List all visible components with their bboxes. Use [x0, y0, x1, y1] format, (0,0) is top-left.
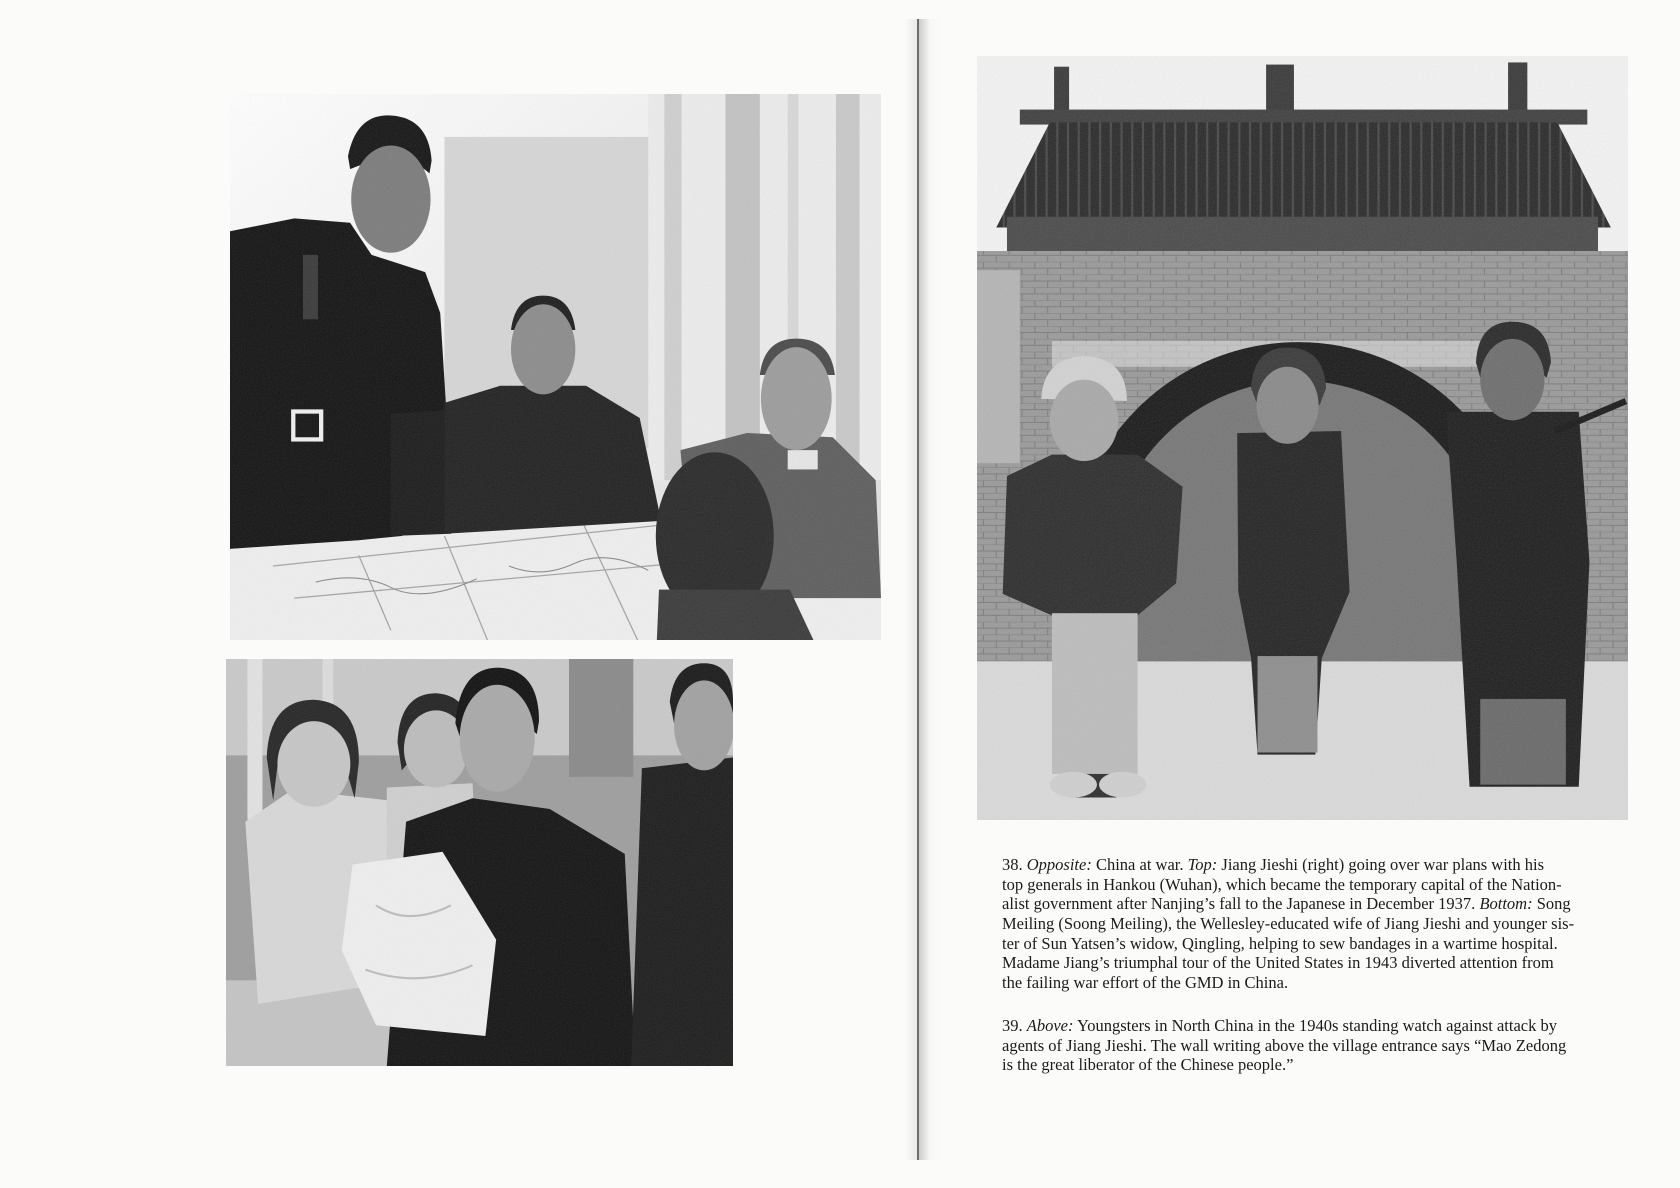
caption-line	[1002, 894, 1632, 914]
caption-text: alist government after Nanjing’s fall to the Japanese in December 1937.	[1002, 894, 1480, 914]
caption-text: is the great liberator of the Chinese people.”	[1002, 1055, 1294, 1075]
caption-text: ter of Sun Yatsen’s widow, Qingling, helping to sew bandages in a wartime hospital.	[1002, 933, 1558, 953]
caption-line	[1002, 934, 1632, 954]
caption-text: Youngsters in North China in the 1940s standing watch against attack by	[1073, 1016, 1557, 1035]
caption-text: 38.	[1002, 855, 1027, 874]
photo-grain	[230, 94, 881, 640]
photo-top-left	[230, 94, 881, 640]
caption-line	[1002, 1036, 1632, 1056]
caption-text: China at war.	[1091, 855, 1188, 874]
caption-text: Song	[1532, 894, 1571, 914]
photo-grain	[977, 56, 1628, 820]
photo-right	[977, 56, 1628, 820]
caption-text: top generals in Hankou (Wuhan), which became the temporary capital of the Nation-	[1002, 874, 1562, 894]
caption-italic-label: Opposite:	[1026, 855, 1092, 874]
caption-line	[1002, 914, 1632, 934]
caption-text: the failing war effort of the GMD in China.	[1002, 973, 1289, 993]
caption-39	[1002, 1016, 1632, 1075]
gutter-shadow-right	[919, 19, 941, 1160]
caption-text: Meiling (Soong Meiling), the Wellesley-educated wife of Jiang Jieshi and younger sis-	[1002, 914, 1575, 934]
caption-text: agents of Jiang Jieshi. The wall writing above the village entrance says “Mao Zedong	[1002, 1035, 1567, 1055]
caption-line	[1002, 855, 1632, 875]
caption-italic-label: Top:	[1187, 855, 1218, 874]
caption-italic-label: Bottom:	[1479, 894, 1533, 914]
caption-line	[1002, 973, 1632, 993]
photo-bottom-left	[226, 659, 733, 1066]
caption-text: Madame Jiang’s triumphal tour of the United States in 1943 diverted attention from	[1002, 953, 1554, 973]
caption-line	[1002, 953, 1632, 973]
caption-line	[1002, 1055, 1632, 1075]
gutter-shadow-left	[905, 19, 917, 1160]
caption-italic-label: Above:	[1026, 1016, 1074, 1035]
caption-38	[1002, 855, 1632, 993]
caption-text: 39.	[1002, 1016, 1027, 1035]
photo-grain	[226, 659, 733, 1066]
caption-line	[1002, 875, 1632, 895]
caption-text: Jiang Jieshi (right) going over war plans with his	[1217, 855, 1545, 874]
caption-line	[1002, 1016, 1632, 1036]
